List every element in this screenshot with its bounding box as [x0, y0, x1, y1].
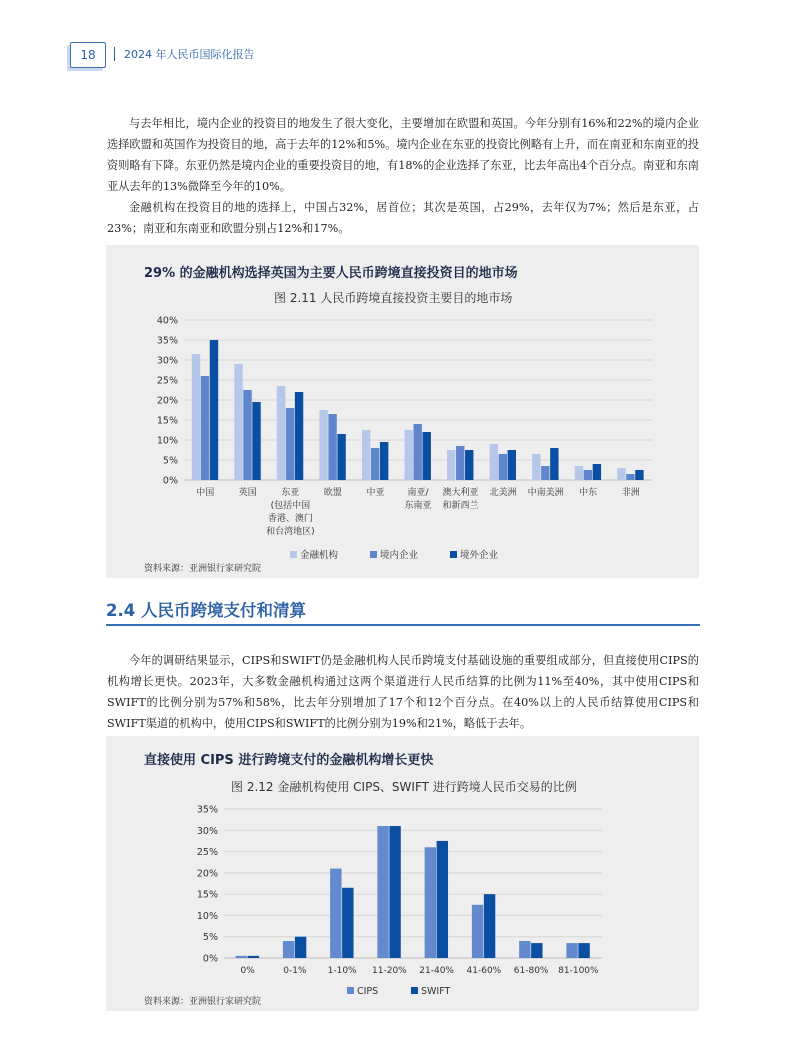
y-tick-label: 5% [202, 932, 218, 944]
y-tick-label: 30% [156, 355, 178, 367]
legend-label: SWIFT [421, 986, 451, 997]
y-tick-label: 40% [156, 315, 178, 327]
bar [423, 432, 431, 480]
bar [541, 466, 549, 480]
bar [472, 905, 483, 958]
chart-2-11-plot [106, 301, 699, 601]
chart-2-12-title: 图 2.12 金融机构使用 CIPS、SWIFT 进行跨境人民币交易的比例 [231, 780, 577, 794]
paragraph-cips-swift: 今年的调研结果显示，CIPS和SWIFT仍是金融机构人民币跨境支付基础设施的重要组成部分，但直接使用CIPS的机构增长更快。2023年，大多数金融机构通过这两个渠道进行人民币结算的比例为11%至40%，其中使用CIPS和SWIFT的比例分别为57%和58%，比去年分别增加了17个和12个百分点。在40%以上的人民币结算使用CIPS和SWIFT渠道的机构中，使用CIPS和SWIFT的比例分别为19%和21%，略低于去年。 [107, 654, 699, 730]
bar [342, 888, 353, 958]
bar [210, 340, 218, 480]
bar [635, 470, 643, 480]
legend-swatch [347, 987, 354, 994]
x-tick-label: 澳大利亚 [442, 488, 479, 498]
chart-2-12-headline: 直接使用 CIPS 进行跨境支付的金融机构增长更快 [144, 753, 434, 768]
x-tick-label: 北美洲 [489, 488, 517, 498]
y-tick-label: 25% [156, 375, 178, 387]
bar [201, 376, 209, 480]
bar [295, 937, 306, 958]
bar [550, 448, 558, 480]
y-tick-label: 10% [196, 910, 218, 922]
bar [490, 444, 498, 480]
bar [617, 468, 625, 480]
x-tick-label: 东南亚 [404, 501, 432, 511]
y-tick-label: 0% [162, 475, 178, 487]
x-tick-label: 中亚 [366, 488, 385, 498]
bar [575, 466, 583, 480]
y-tick-label: 10% [156, 435, 178, 447]
y-tick-label: 15% [156, 415, 178, 427]
bar [578, 943, 589, 958]
y-tick-label: 25% [196, 847, 218, 859]
bar [456, 446, 464, 480]
bar [584, 470, 592, 480]
bar [236, 956, 247, 958]
x-tick-label: 81-100% [558, 966, 599, 976]
x-tick-label: 香港、澳门 [267, 514, 313, 524]
chart-2-11-panel [106, 245, 699, 578]
chart-2-11-title: 图 2.11 人民币跨境直接投资主要目的地市场 [274, 291, 513, 305]
bar [330, 869, 341, 958]
x-tick-label: 21-40% [419, 966, 454, 976]
x-tick-label: 中东 [579, 488, 598, 498]
bar [371, 448, 379, 480]
bar [532, 454, 540, 480]
chart-2-11-source: 资料来源：亚洲银行家研究院 [144, 564, 262, 574]
x-tick-label: 和新西兰 [442, 501, 479, 511]
page-number: 18 [70, 42, 106, 68]
x-tick-label: 0-1% [283, 966, 307, 976]
bar [484, 894, 495, 958]
paragraph-financial-institutions: 金融机构在投资目的地的选择上，中国占32%，居首位；其次是英国，占29%，去年仅为7%；然后是东亚，占23%；南亚和东南亚和欧盟分别占12%和17%。 [107, 201, 699, 235]
x-tick-label: 0% [240, 966, 255, 976]
y-tick-label: 20% [156, 395, 178, 407]
bar [283, 941, 294, 958]
bar [447, 450, 455, 480]
bar [425, 847, 436, 958]
y-tick-label: 35% [196, 804, 218, 816]
x-tick-label: 1-10% [327, 966, 357, 976]
x-tick-label: 和台湾地区) [266, 527, 315, 537]
bar [295, 392, 303, 480]
bar [252, 402, 260, 480]
bar [286, 408, 294, 480]
bar [319, 410, 327, 480]
y-tick-label: 5% [162, 455, 178, 467]
chart-2-12-source: 资料来源：亚洲银行家研究院 [144, 997, 262, 1007]
y-tick-label: 35% [156, 335, 178, 347]
bar [405, 430, 413, 480]
legend-label: 境内企业 [380, 550, 419, 561]
y-tick-label: 15% [196, 889, 218, 901]
bar [337, 434, 345, 480]
y-tick-label: 20% [196, 868, 218, 880]
bar [328, 414, 336, 480]
chart-2-12-panel [106, 736, 699, 1011]
legend-label: CIPS [357, 986, 379, 997]
section-rule [106, 624, 700, 626]
legend-label: 金融机构 [300, 550, 339, 561]
legend-swatch [450, 551, 457, 558]
bar [593, 464, 601, 480]
bar [234, 364, 242, 480]
bar [243, 390, 251, 480]
legend-swatch [411, 987, 418, 994]
x-tick-label: 欧盟 [323, 488, 342, 498]
bar [362, 430, 370, 480]
x-tick-label: 英国 [238, 488, 257, 498]
bar [380, 442, 388, 480]
bar [499, 454, 507, 480]
chart-2-11-headline: 29% 的金融机构选择英国为主要人民币跨境直接投资目的地市场 [144, 266, 518, 281]
report-title: 2024 年人民币国际化报告 [124, 48, 255, 61]
bar [377, 826, 388, 958]
header-divider [114, 47, 115, 61]
legend-swatch [290, 551, 297, 558]
bar [531, 943, 542, 958]
x-tick-label: 中国 [196, 488, 215, 498]
bar [389, 826, 400, 958]
bar [465, 450, 473, 480]
bar [192, 354, 200, 480]
x-tick-label: 11-20% [372, 966, 407, 976]
x-tick-label: 中南美洲 [527, 488, 564, 498]
bar [414, 424, 422, 480]
y-tick-label: 0% [202, 953, 218, 965]
legend-label: 境外企业 [460, 550, 499, 561]
bar [248, 956, 259, 958]
bar [508, 450, 516, 480]
bar [277, 386, 285, 480]
legend-swatch [370, 551, 377, 558]
x-tick-label: (包括中国 [270, 501, 311, 511]
bar [437, 841, 448, 958]
x-tick-label: 41-60% [466, 966, 502, 976]
x-tick-label: 东亚 [281, 488, 300, 498]
paragraph-investment-change: 与去年相比，境内企业的投资目的地发生了很大变化，主要增加在欧盟和英国。今年分别有16%和22%的境内企业选择欧盟和英国作为投资目的地，高于去年的12%和5%。境内企业在东亚的投资比例略有上升，而在南亚和东南亚的投资则略有下降。东亚仍然是境内企业的重要投资目的地，有18%的企业选择了东亚，比去年高出4个百分点。南亚和东南亚从去年的13%微降至今年的10%。 [107, 117, 699, 193]
bar [626, 474, 634, 480]
section-title: 2.4 人民币跨境支付和清算 [106, 601, 306, 620]
bar [519, 941, 530, 958]
x-tick-label: 南亚/ [407, 488, 429, 498]
x-tick-label: 61-80% [513, 966, 549, 976]
y-tick-label: 30% [196, 825, 218, 837]
chart-2-12-plot [106, 798, 699, 1008]
bar [566, 943, 577, 958]
x-tick-label: 非洲 [621, 488, 640, 498]
